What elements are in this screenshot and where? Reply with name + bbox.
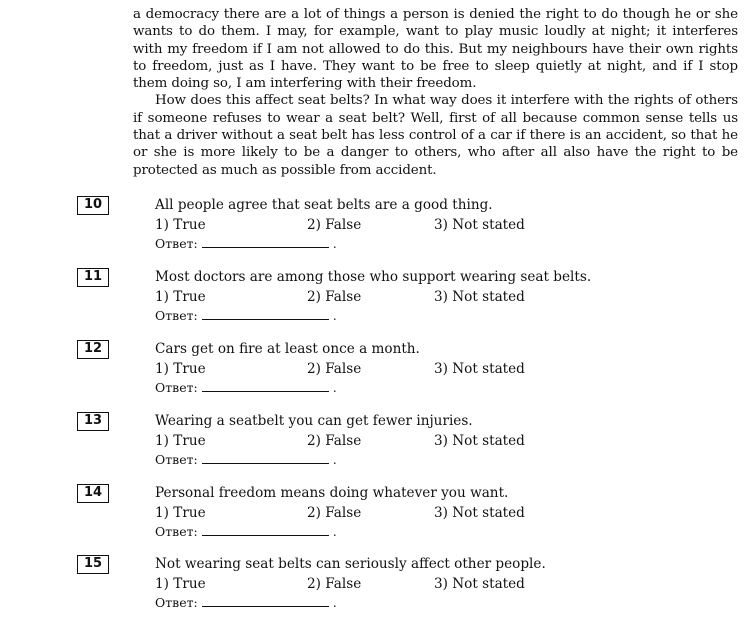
answer-dot: . (332, 524, 337, 539)
answer-label: Ответ: (155, 236, 198, 251)
option-true: 1) True (155, 289, 206, 305)
question-11 (0, 268, 750, 334)
question-14 (0, 484, 750, 550)
question-number: 12 (77, 340, 109, 359)
option-not-stated: 3) Not stated (434, 289, 525, 305)
option-true: 1) True (155, 433, 206, 449)
option-false: 2) False (307, 576, 362, 592)
reading-passage (133, 6, 738, 179)
option-false: 2) False (307, 289, 362, 305)
answer-label: Ответ: (155, 308, 198, 323)
answer-dot: . (332, 595, 337, 610)
answer-dot: . (332, 452, 337, 467)
answer-label: Ответ: (155, 524, 198, 539)
option-not-stated: 3) Not stated (434, 576, 525, 592)
question-text: Wearing a seatbelt you can get fewer injuries. (155, 413, 473, 429)
question-number: 15 (77, 555, 109, 574)
question-text: Most doctors are among those who support wearing seat belts. (155, 269, 592, 285)
option-false: 2) False (307, 505, 362, 521)
answer-row (155, 379, 337, 396)
option-true: 1) True (155, 576, 206, 592)
answer-input-line[interactable] (202, 451, 329, 464)
option-false: 2) False (307, 361, 362, 377)
answer-label: Ответ: (155, 452, 198, 467)
option-not-stated: 3) Not stated (434, 505, 525, 521)
option-true: 1) True (155, 217, 206, 233)
answer-label: Ответ: (155, 380, 198, 395)
option-not-stated: 3) Not stated (434, 217, 525, 233)
answer-row (155, 451, 337, 468)
question-10 (0, 196, 750, 262)
answer-row (155, 307, 337, 324)
answer-input-line[interactable] (202, 379, 329, 392)
question-13 (0, 412, 750, 478)
answer-dot: . (332, 380, 337, 395)
question-text: All people agree that seat belts are a good thing. (155, 197, 493, 213)
option-false: 2) False (307, 217, 362, 233)
answer-row (155, 594, 337, 611)
option-true: 1) True (155, 361, 206, 377)
answer-input-line[interactable] (202, 307, 329, 320)
option-not-stated: 3) Not stated (434, 433, 525, 449)
answer-label: Ответ: (155, 595, 198, 610)
question-number: 11 (77, 268, 109, 287)
question-text: Cars get on fire at least once a month. (155, 341, 420, 357)
answer-dot: . (332, 236, 337, 251)
option-not-stated: 3) Not stated (434, 361, 525, 377)
answer-row (155, 523, 337, 540)
question-number: 14 (77, 484, 109, 503)
question-15 (0, 555, 750, 621)
question-text: Not wearing seat belts can seriously affect other people. (155, 556, 546, 572)
answer-dot: . (332, 308, 337, 323)
answer-input-line[interactable] (202, 235, 329, 248)
passage-paragraph-2: How does this affect seat belts? In what way does it interfere with the rights of others if someone refuses to wear a seat belt? Well, first of all because common sense tells us that a driver without a seat belt has less control of a car if there is an accident, so that he or she is more likely to be a danger to others, who after all also have the right to be protected as much as possible from accident. (133, 93, 738, 178)
option-true: 1) True (155, 505, 206, 521)
answer-input-line[interactable] (202, 523, 329, 536)
question-number: 10 (77, 196, 109, 215)
option-false: 2) False (307, 433, 362, 449)
passage-paragraph-1: a democracy there are a lot of things a person is denied the right to do though he or she wants to do them. I may, for example, want to play music loudly at night; it interferes with my freedom if I am not allowed to do this. But my neighbours have their own rights to freedom, just as I have. They want to be free to sleep quietly at night, and if I stop them doing so, I am interfering with their freedom. (133, 7, 738, 92)
question-number: 13 (77, 412, 109, 431)
answer-row (155, 235, 337, 252)
answer-input-line[interactable] (202, 594, 329, 607)
question-text: Personal freedom means doing whatever you want. (155, 485, 509, 501)
question-12 (0, 340, 750, 406)
